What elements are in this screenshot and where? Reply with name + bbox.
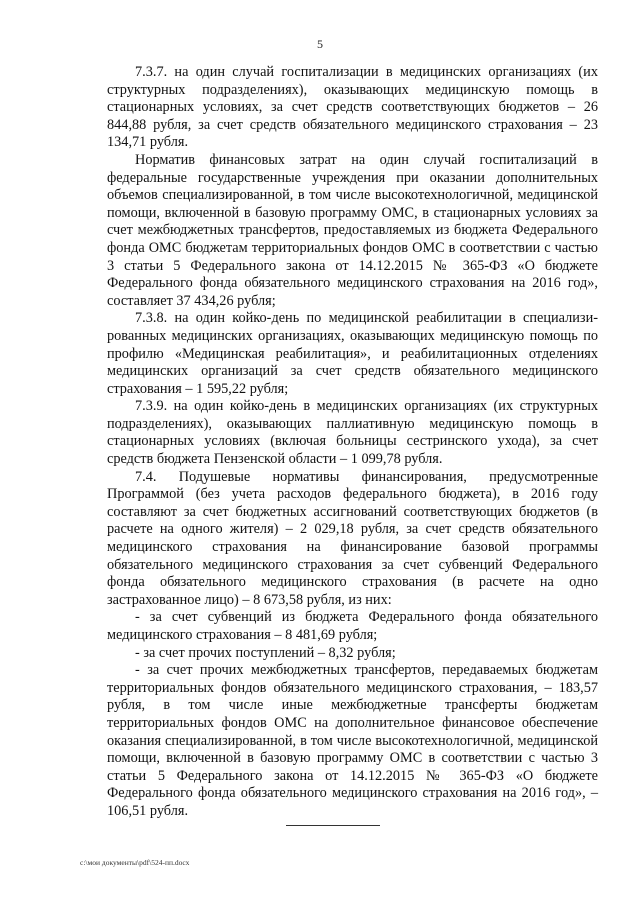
document-body [107,64,598,821]
file-path-footer: c:\мои документы\pdf\524-пп.docx [80,858,190,867]
paragraph-7-3-8: 7.3.8. на один койко-день по медицинской реабилитации в специализированных медицинских организациях, оказывающих медицинскую помощь по профилю «Медицинская реабилитация», и реабилитационных отделениях медицинских организаций за счет средств обязательного медицинского страхования – 1 595,22 рубля; [107,310,598,397]
page-number: 5 [317,37,323,51]
list-item-subventions: - за счет субвенций из бюджета Федерального фонда обязательного медицинского страхования – 8 481,69 рубля; [107,609,598,643]
footnote-divider [286,825,380,826]
paragraph-7-3-7: 7.3.7. на один случай госпитализации в медицинских организациях (их структурных подразделениях), оказывающих медицинскую помощь в стационарных условиях, за счет средств соответствующих бюджетов – 26 844,88 рубля, за счет средств обязательного медицинского страхования – 23 134,71 рубля. [107,64,598,151]
list-item-other-income: - за счет прочих поступлений – 8,32 рубля; [135,644,396,661]
paragraph-7-4: 7.4. Подушевые нормативы финансирования, предусмотренные Программой (без учета расходов федерального бюджета), в 2016 году составляют за счет бюджетных ассигнований соответствующих бюджетов (в расчете на одного жителя) – 2 029,18 рубля, за счет средств обязательного медицинского страхования на финансирование базовой программы обязательного медицинского страхования за счет субвенций Федерального фонда обязательного медицинского страхования (в расчете на одно застрахованное лицо) – 8 673,58 рубля, из них: [107,468,598,608]
list-item-interbudget-transfers: - за счет прочих межбюджетных трансфертов, передаваемых бюджетам территориальных фондов обязательного медицинского страхования, – 183,57 рубля, в том числе иные межбюджетные трансферты бюджетам территориальных фондов ОМС на дополнительное финансовое обеспечение оказания специализированной, в том числе высокотехнологичной, медицинской помощи, включенной в базовую программу ОМС в соответствии с частью 3 статьи 5 Федерального закона от 14.12.2015 № 365-ФЗ «О бюджете Федерального фонда обязательного медицинского страхования на 2016 год», – 106,51 рубля. [107,662,598,819]
paragraph-7-3-9: 7.3.9. на один койко-день в медицинских организациях (их структурных подразделениях), оказывающих паллиативную медицинскую помощь в стационарных условиях (включая больницы сестринского ухода), за счет средств бюджета Пензенской области – 1 099,78 рубля. [107,398,598,468]
paragraph-federal-cost-norm: Норматив финансовых затрат на один случай госпитализаций в федеральные государственные учреждения при оказании дополнительных объемов специализированной, в том числе высокотехнологичной, медицинской помощи, включенной в базовую программу ОМС, в стационарных условиях за счет межбюджетных трансфертов, предоставляемых из бюджета Федерального фонда ОМС бюджетам территориальных фондов ОМС в соответствии с частью 3 статьи 5 Федерального закона от 14.12.2015 № 365-ФЗ «О бюджете Федерального фонда обязательного медицинского страхования на 2016 год», составляет 37 434,26 рубля; [107,151,598,309]
